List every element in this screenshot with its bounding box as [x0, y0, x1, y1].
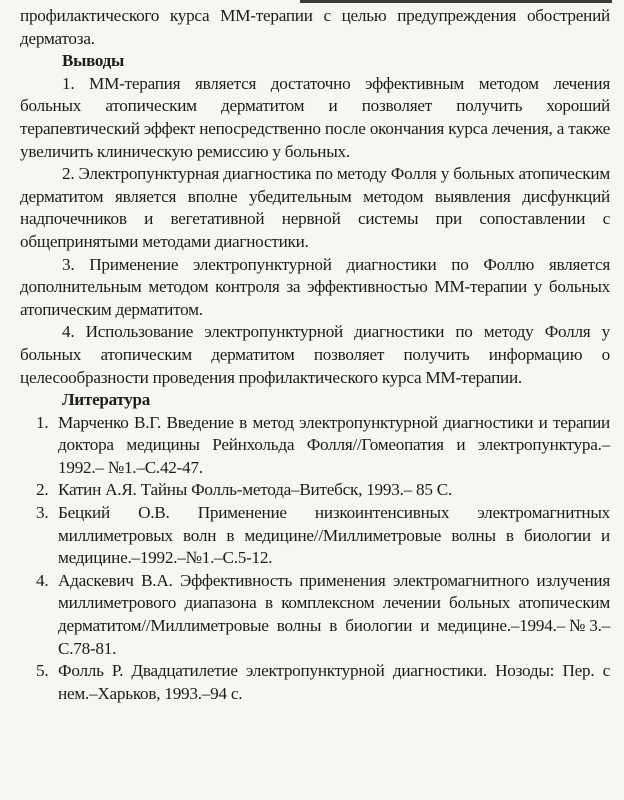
intro-paragraph: профилактического курса ММ-терапии с целью предупреждения обострений дерматоза. [20, 6, 610, 48]
reference-text: Фолль Р. Двадцатилетие электропунктурной диагностики. Нозоды: Пер. с нем.–Харьков, 1993.–94 с. [58, 661, 610, 703]
references-heading: Литература [62, 390, 150, 410]
conclusions-heading: Выводы [62, 51, 125, 71]
reference-number: 5. [36, 661, 49, 681]
reference-item [20, 479, 610, 502]
reference-number: 4. [36, 570, 49, 590]
reference-text: Катин А.Я. Тайны Фолль-метода–Витебск, 1993.– 85 С. [58, 480, 453, 500]
reference-item [20, 570, 610, 660]
top-rule-divider [300, 0, 612, 3]
document-page [20, 5, 610, 705]
reference-number: 1. [36, 412, 49, 432]
reference-number: 3. [36, 503, 49, 523]
conclusion-item: 2. Электропунктурная диагностика по методу Фолля у больных атопическим дерматитом является вполне убедительным методом выявления дисфункций надпочечников и вегетативной нервной системы при сопоставлении с общепринятыми методами диагностики. [20, 164, 610, 251]
reference-item [20, 412, 610, 480]
reference-item [20, 502, 610, 570]
reference-text: Бецкий О.В. Применение низкоинтенсивных электромагнитных миллиметровых волн в медицине//Миллиметровые волны в биологии и медицине.–1992.–№1.–С.5-12. [58, 503, 610, 568]
reference-item [20, 660, 610, 705]
reference-text: Адаскевич В.А. Эффективность применения электромагнитного излучения миллиметрового диапазона в комплексном лечении больных атопическим дерматитом//Миллиметровые волны в биологии и медицине.–1994.–№3.–С.78-81. [58, 570, 610, 658]
conclusion-item: 1. ММ-терапия является достаточно эффективным методом лечения больных атопическим дерматитом и позволяет получить хороший терапевтический эффект непосредственно после окончания курса лечения, а также увеличить клиническую ремиссию у больных. [20, 73, 610, 161]
reference-text: Марченко В.Г. Введение в метод электропунктурной диагностики и терапии доктора медицины Рейнхольда Фолля//Гомеопатия и электропунктура.– 1992.– №1.–С.42-47. [58, 412, 610, 477]
conclusion-item: 4. Использование электропунктурной диагностики по методу Фолля у больных атопическим дерматитом позволяет получить информацию о целесообразности проведения профилактического курса ММ-терапии. [20, 322, 610, 387]
reference-number: 2. [36, 480, 49, 500]
conclusion-item: 3. Применение электропунктурной диагностики по Фоллю является дополнительным методом контроля за эффективностью ММ-терапии у больных атопическим дерматитом. [20, 254, 610, 319]
